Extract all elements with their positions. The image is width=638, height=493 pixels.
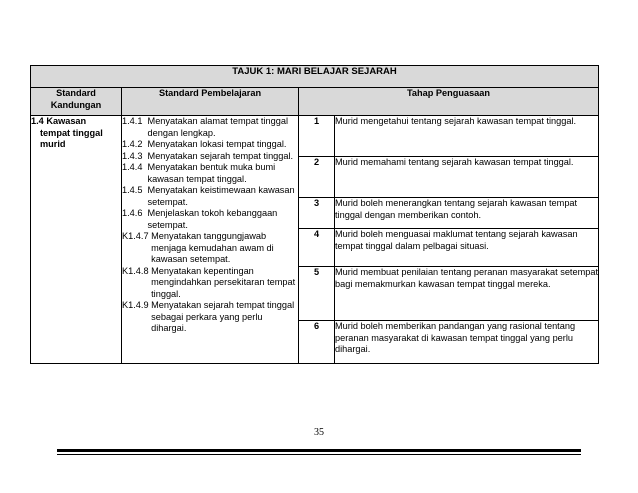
standard-pembelajaran-cell [122,116,299,364]
sp-item [122,151,298,163]
sp-code: 1.4.6 [122,208,148,218]
sp-item [122,208,298,231]
tahap-level: 1 [299,116,335,157]
header-sk-line1: Standard [56,88,96,98]
dskp-table [30,65,599,364]
tahap-desc: Murid mengetahui tentang sejarah kawasan tempat tinggal. [335,116,599,157]
sp-text: Menyatakan bentuk muka bumi kawasan tempat tinggal. [147,162,276,184]
tahap-desc: Murid boleh memberikan pandangan yang rasional tentang peranan masyarakat di kawasan tempat tinggal yang perlu dihargai. [335,321,599,364]
tahap-level: 3 [299,198,335,229]
sp-text: Menyatakan kepentingan mengindahkan persekitaran tempat tinggal. [151,265,296,299]
sp-item [122,116,298,139]
page-number: 35 [314,427,324,438]
sp-item [122,185,298,208]
sp-code: 1.4.1 [122,116,148,126]
sp-item [122,162,298,185]
sp-item [122,266,298,301]
sp-code: 1.4.2 [122,139,148,149]
tahap-desc: Murid boleh menguasai maklumat tentang sejarah kawasan tempat tinggal dalam pelbagai situasi. [335,229,599,267]
sp-text: Menyatakan sejarah tempat tinggal. [147,150,294,161]
sp-code: 1.4.4 [122,162,148,172]
sp-code: 1.4.3 [122,150,148,161]
sp-text: Menyatakan keistimewaan kawasan setempat. [147,185,295,207]
tahap-level: 4 [299,229,335,267]
sp-code: 1.4.5 [122,185,148,195]
sp-text: Menjelaskan tokoh kebanggaan setempat. [147,208,278,230]
sp-item [122,139,298,151]
sp-item [122,231,298,266]
sk-line3: murid [40,139,66,149]
tahap-level: 6 [299,321,335,364]
title-row [31,66,599,88]
table-row [31,116,599,157]
tahap-desc: Murid membuat penilaian tentang peranan masyarakat setempat bagi memakmurkan kawasan tempat tinggal mereka. [335,267,599,321]
header-standard-kandungan [31,88,122,116]
sp-text: Menyatakan alamat tempat tinggal dengan lengkap. [147,116,288,138]
header-tahap-penguasaan: Tahap Penguasaan [299,88,599,116]
sp-text: Menyatakan sejarah tempat tinggal sebagai perkara yang perlu dihargai. [151,300,295,333]
table-title: TAJUK 1: MARI BELAJAR SEJARAH [31,66,599,88]
footer-rule-thin [57,454,581,455]
footer-rule-thick [57,449,581,452]
tahap-desc: Murid boleh menerangkan tentang sejarah kawasan tempat tinggal dengan memberikan contoh. [335,198,599,229]
header-standard-pembelajaran: Standard Pembelajaran [122,88,299,116]
tahap-level: 5 [299,267,335,321]
header-row [31,88,599,116]
sp-text: Menyatakan tanggungjawab menjaga kemudahan awam di kawasan setempat. [151,231,274,264]
sp-text: Menyatakan lokasi tempat tinggal. [147,139,287,149]
sk-line1: 1.4 Kawasan [31,116,87,126]
sp-code: K1.4.8 [122,265,152,276]
header-sk-line2: Kandungan [50,99,102,110]
standard-kandungan-cell [31,116,122,364]
sp-item [122,300,298,335]
sp-code: K1.4.9 [122,300,152,310]
sk-line2: tempat tinggal [40,127,103,138]
tahap-level: 2 [299,157,335,198]
sp-code: K1.4.7 [122,231,152,241]
tahap-desc: Murid memahami tentang sejarah kawasan tempat tinggal. [335,157,599,198]
